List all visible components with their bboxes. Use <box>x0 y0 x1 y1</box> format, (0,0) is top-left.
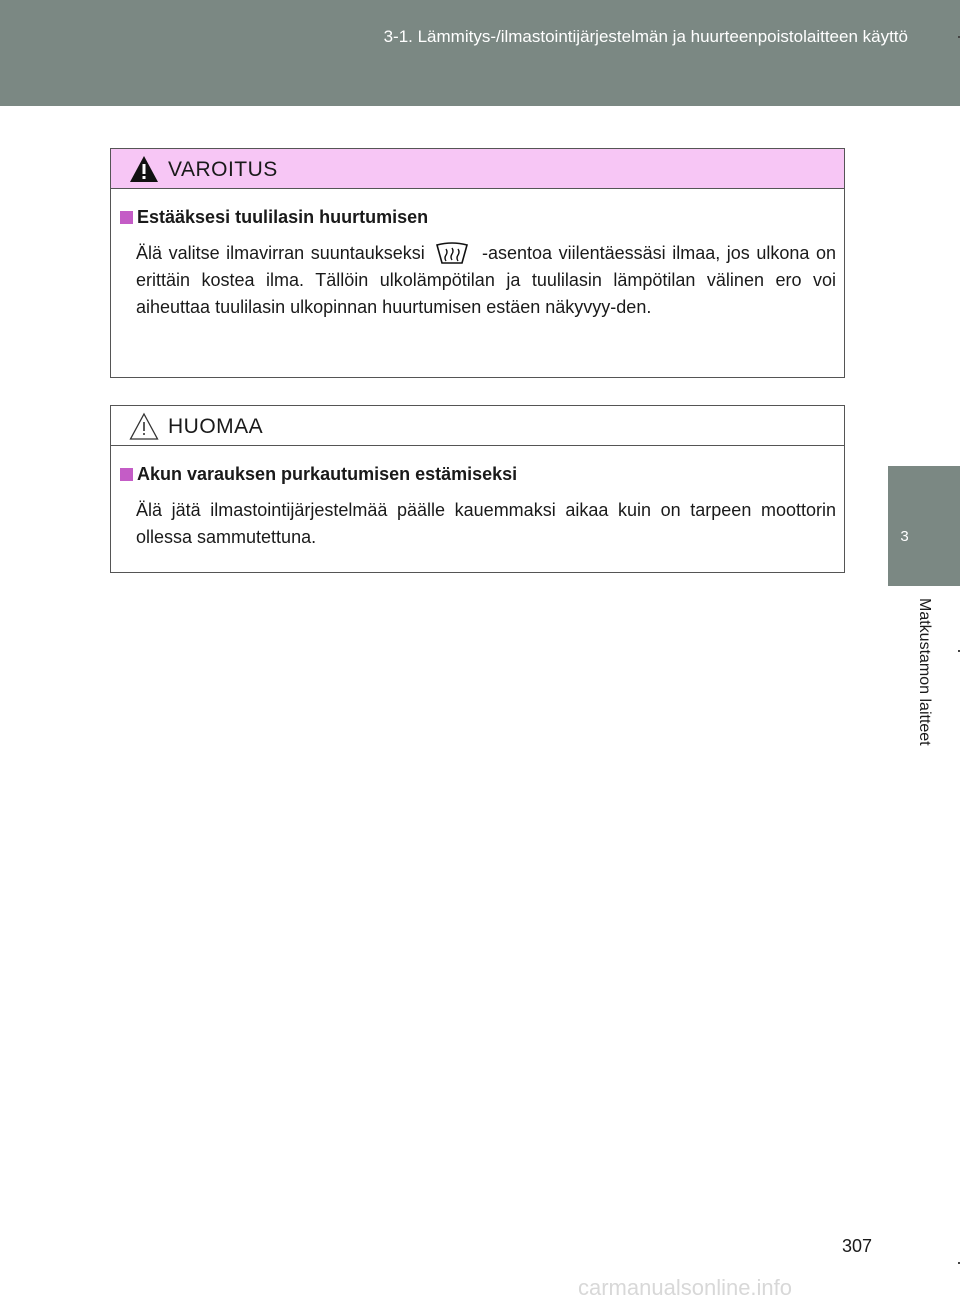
notice-section <box>111 464 844 551</box>
warning-box <box>110 148 845 378</box>
windshield-defrost-icon <box>435 241 469 265</box>
notice-section-title <box>120 464 836 485</box>
warning-para-part1: Älä valitse ilmavirran suuntaukseksi <box>136 243 425 263</box>
page-number: 307 <box>842 1236 873 1256</box>
notice-box <box>110 405 845 573</box>
warning-label: VAROITUS <box>168 158 278 181</box>
chapter-label: Matkustamon laitteet <box>916 598 933 746</box>
bullet-square-icon <box>120 211 133 224</box>
chapter-number: 3 <box>900 528 909 545</box>
header-band <box>0 0 960 106</box>
warning-section-title <box>120 207 836 228</box>
warning-para-part2: -asentoa viilentäessäsi ilmaa, jos ulkona on erittäin kostea ilma. Tällöin ulkolämpötilan ja tuulilasin lämpötilan välinen ero voi aiheuttaa tuulilasin ulkopinnan huurtumisen estäen näkyvyy-den. <box>136 243 836 317</box>
notice-header <box>111 406 844 446</box>
notice-section-title-text: Akun varauksen purkautumisen estämiseksi <box>137 464 518 484</box>
watermark: carmanualsonline.info <box>578 1275 793 1300</box>
notice-paragraph: Älä jätä ilmastointijärjestelmää päälle kauemmaksi aikaa kuin on tarpeen moottorin ollessa sammutettuna. <box>136 500 836 547</box>
notice-label: HUOMAA <box>168 415 264 438</box>
bullet-square-icon <box>120 468 133 481</box>
caution-triangle-icon <box>129 412 159 440</box>
warning-paragraph <box>136 240 836 321</box>
header-title: 3-1. Lämmitys-/ilmastointijärjestelmän ja huurteenpoistolaitteen käyttö <box>383 27 908 46</box>
warning-triangle-icon <box>129 155 159 183</box>
warning-section <box>111 207 844 321</box>
warning-section-title-text: Estääksesi tuulilasin huurtumisen <box>137 207 429 227</box>
chapter-tab <box>888 466 960 586</box>
warning-header <box>111 149 844 189</box>
